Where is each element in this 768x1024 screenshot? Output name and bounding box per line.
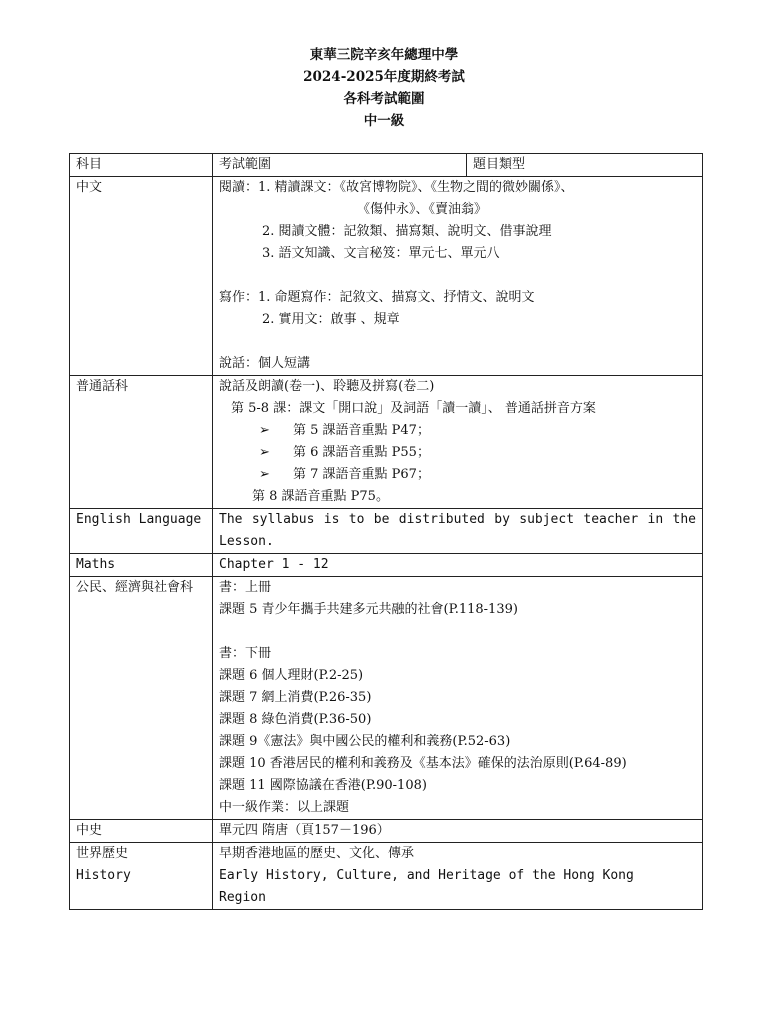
book-label: 書：下冊 (219, 646, 272, 661)
header-scope: 考試範圍 (213, 154, 467, 177)
grade-level: 中一級 (363, 113, 405, 129)
scope-cell: Chapter 1 - 12 (213, 554, 703, 577)
subject-cell: 中文 (70, 177, 213, 376)
scope-line: 說話及朗讀(卷一)、聆聽及拼寫(卷二) (219, 379, 435, 394)
topic-line: 課題 9《憲法》與中國公民的權利和義務(P.52-63) (219, 734, 511, 749)
scope-line: 寫作：1. 命題寫作：記敘文、描寫文、抒情文、說明文 (219, 290, 535, 305)
topic-line: 課題 10 香港居民的權利和義務及《基本法》確保的法治原則(P.64-89) (219, 756, 627, 771)
subject-cell: 普通話科 (70, 376, 213, 509)
scope-cell (213, 376, 703, 509)
table-row (70, 554, 703, 577)
scope-line: 2. 實用文：啟事 、規章 (262, 312, 400, 327)
topic-line: 課題 6 個人理財(P.2-25) (219, 668, 364, 683)
scope-line: 2. 閱讀文體：記敘類、描寫類、說明文、借事說理 (262, 224, 552, 239)
document-header (0, 44, 768, 132)
arrow-bullet-icon: ➢ (259, 445, 270, 460)
subject-cell: 公民、經濟與社會科 (70, 577, 213, 820)
scope-line: 《傷仲永》、《賣油翁》 (357, 202, 488, 217)
scope-line: 第 8 課語音重點 P75。 (252, 489, 389, 504)
topic-line: 課題 7 網上消費(P.26-35) (219, 690, 372, 705)
bullet-item: ➢ 第 5 課語音重點 P47； (219, 420, 696, 442)
subject-cell: English Language (70, 509, 213, 554)
table-row (70, 843, 703, 910)
bullet-item: ➢ 第 7 課語音重點 P67； (219, 464, 696, 486)
header-question-type: 題目類型 (467, 154, 703, 177)
scope-cell (213, 577, 703, 820)
school-name: 東華三院辛亥年總理中學 (309, 47, 459, 63)
syllabus-table (69, 153, 703, 910)
subject-cell: 世界歷史 History (70, 843, 213, 910)
homework-line: 中一級作業：以上課題 (219, 800, 350, 815)
scope-cell (213, 177, 703, 376)
topic-line: 課題 5 青少年攜手共建多元共融的社會(P.118-139) (219, 602, 518, 617)
subject-cell: 中史 (70, 820, 213, 843)
table-header-row (70, 154, 703, 177)
topic-line: 課題 11 國際協議在香港(P.90-108) (219, 778, 427, 793)
header-subject: 科目 (70, 154, 213, 177)
table-row (70, 577, 703, 820)
table-row (70, 820, 703, 843)
exam-title: 2024-2025年度期終考試 (303, 69, 465, 85)
scope-cell: The syllabus is to be distributed by subject teacher in the Lesson. (213, 509, 703, 554)
topic-line: 課題 8 綠色消費(P.36-50) (219, 712, 372, 727)
scope-line: 閱讀：1. 精讀課文：《故宮博物院》、《生物之間的微妙關係》、 (219, 180, 574, 195)
subject-cell: Maths (70, 554, 213, 577)
scope-line: 第 5-8 課：課文「開口說」及詞語「讀一讀」、 普通話拼音方案 (231, 401, 596, 416)
scope-line: 說話：個人短講 (219, 356, 311, 371)
table-row (70, 509, 703, 554)
book-label: 書：上冊 (219, 580, 272, 595)
arrow-bullet-icon: ➢ (259, 423, 270, 438)
bullet-item: ➢ 第 6 課語音重點 P55； (219, 442, 696, 464)
scope-cell: 早期香港地區的歷史、文化、傳承 Early History, Culture, and Heritage of the Hong Kong Region (213, 843, 703, 910)
document-subtitle: 各科考試範圍 (343, 91, 425, 107)
scope-cell: 單元四 隋唐（頁157－196） (213, 820, 703, 843)
scope-line: 3. 語文知識、文言秘笈：單元七、單元八 (262, 246, 500, 261)
table-row (70, 177, 703, 376)
table-row (70, 376, 703, 509)
arrow-bullet-icon: ➢ (259, 467, 270, 482)
